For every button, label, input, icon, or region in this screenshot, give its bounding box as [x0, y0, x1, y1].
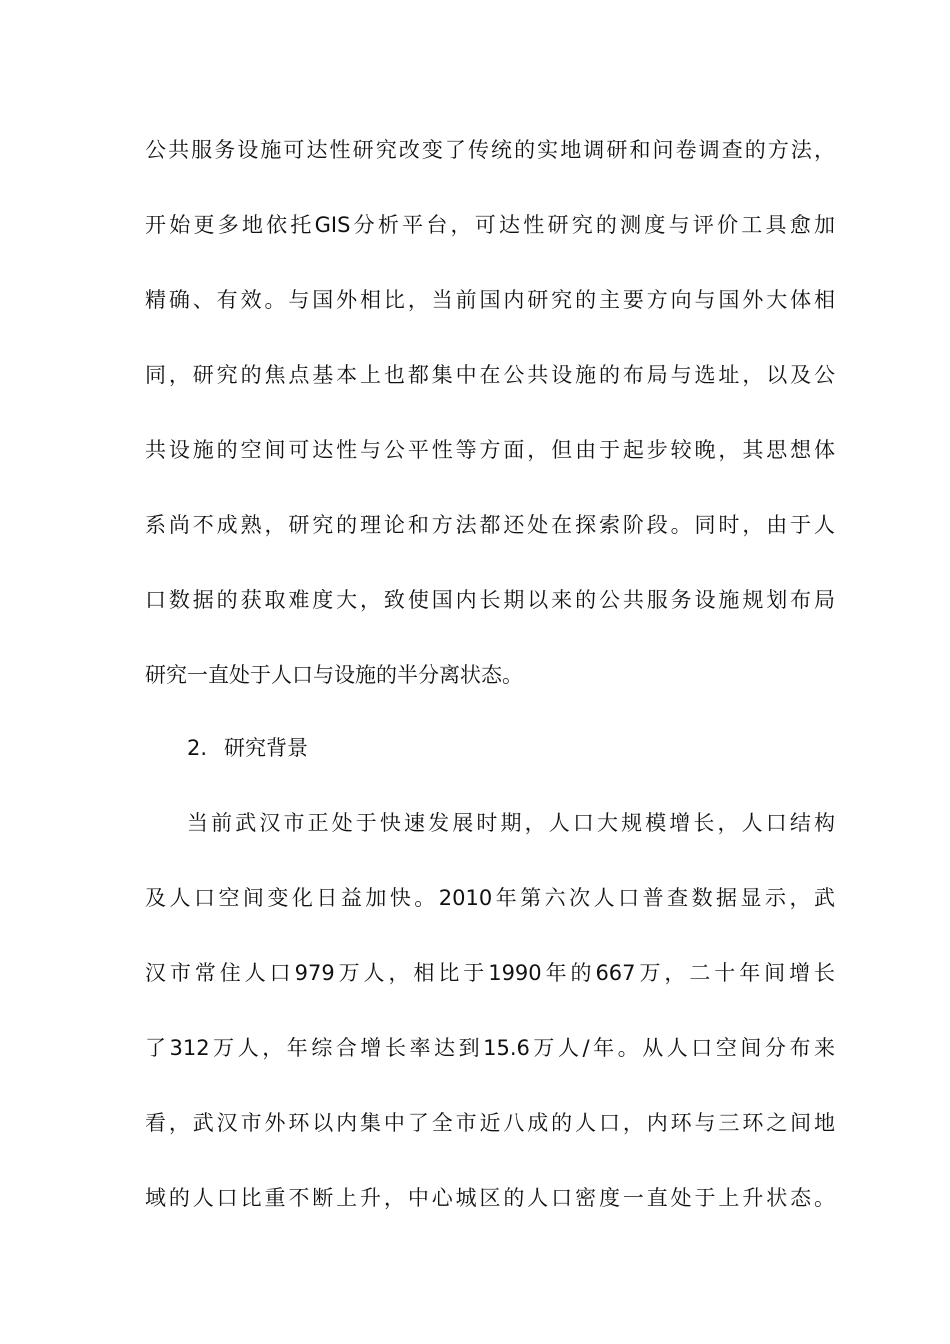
- paragraph-2-line-6: 域的人口比重不断上升，中心城区的人口密度一直处于上升状态。: [145, 1186, 835, 1210]
- paragraph-1-line-2: 开始更多地依托GIS分析平台，可达性研究的测度与评价工具愈加: [145, 213, 835, 237]
- paragraph-1-line-7: 口数据的获取难度大，致使国内长期以来的公共服务设施规划布局: [145, 588, 835, 612]
- paragraph-1-line-3: 精确、有效。与国外相比，当前国内研究的主要方向与国外大体相: [145, 288, 835, 312]
- paragraph-1-line-4: 同，研究的焦点基本上也都集中在公共设施的布局与选址，以及公: [145, 363, 835, 387]
- section-title: 研究背景: [224, 736, 308, 760]
- paragraph-1-line-8: 研究一直处于人口与设施的半分离状态。: [145, 663, 523, 687]
- section-number: 2.: [187, 736, 208, 760]
- paragraph-1-line-6: 系尚不成熟，研究的理论和方法都还处在探索阶段。同时，由于人: [145, 513, 835, 537]
- paragraph-2-line-3: 汉市常住人口979万人，相比于1990年的667万，二十年间增长: [145, 961, 835, 985]
- paragraph-2-line-2: 及人口空间变化日益加快。2010年第六次人口普查数据显示，武: [145, 886, 835, 910]
- paragraph-2-line-1: 当前武汉市正处于快速发展时期，人口大规模增长，人口结构: [187, 811, 835, 835]
- paragraph-1-line-5: 共设施的空间可达性与公平性等方面，但由于起步较晚，其思想体: [145, 438, 835, 462]
- paragraph-1-line-1: 公共服务设施可达性研究改变了传统的实地调研和问卷调查的方法，: [145, 138, 835, 162]
- paragraph-2-line-4: 了312万人，年综合增长率达到15.6万人/年。从人口空间分布来: [145, 1036, 835, 1060]
- paragraph-2-line-5: 看，武汉市外环以内集中了全市近八成的人口，内环与三环之间地: [145, 1111, 835, 1135]
